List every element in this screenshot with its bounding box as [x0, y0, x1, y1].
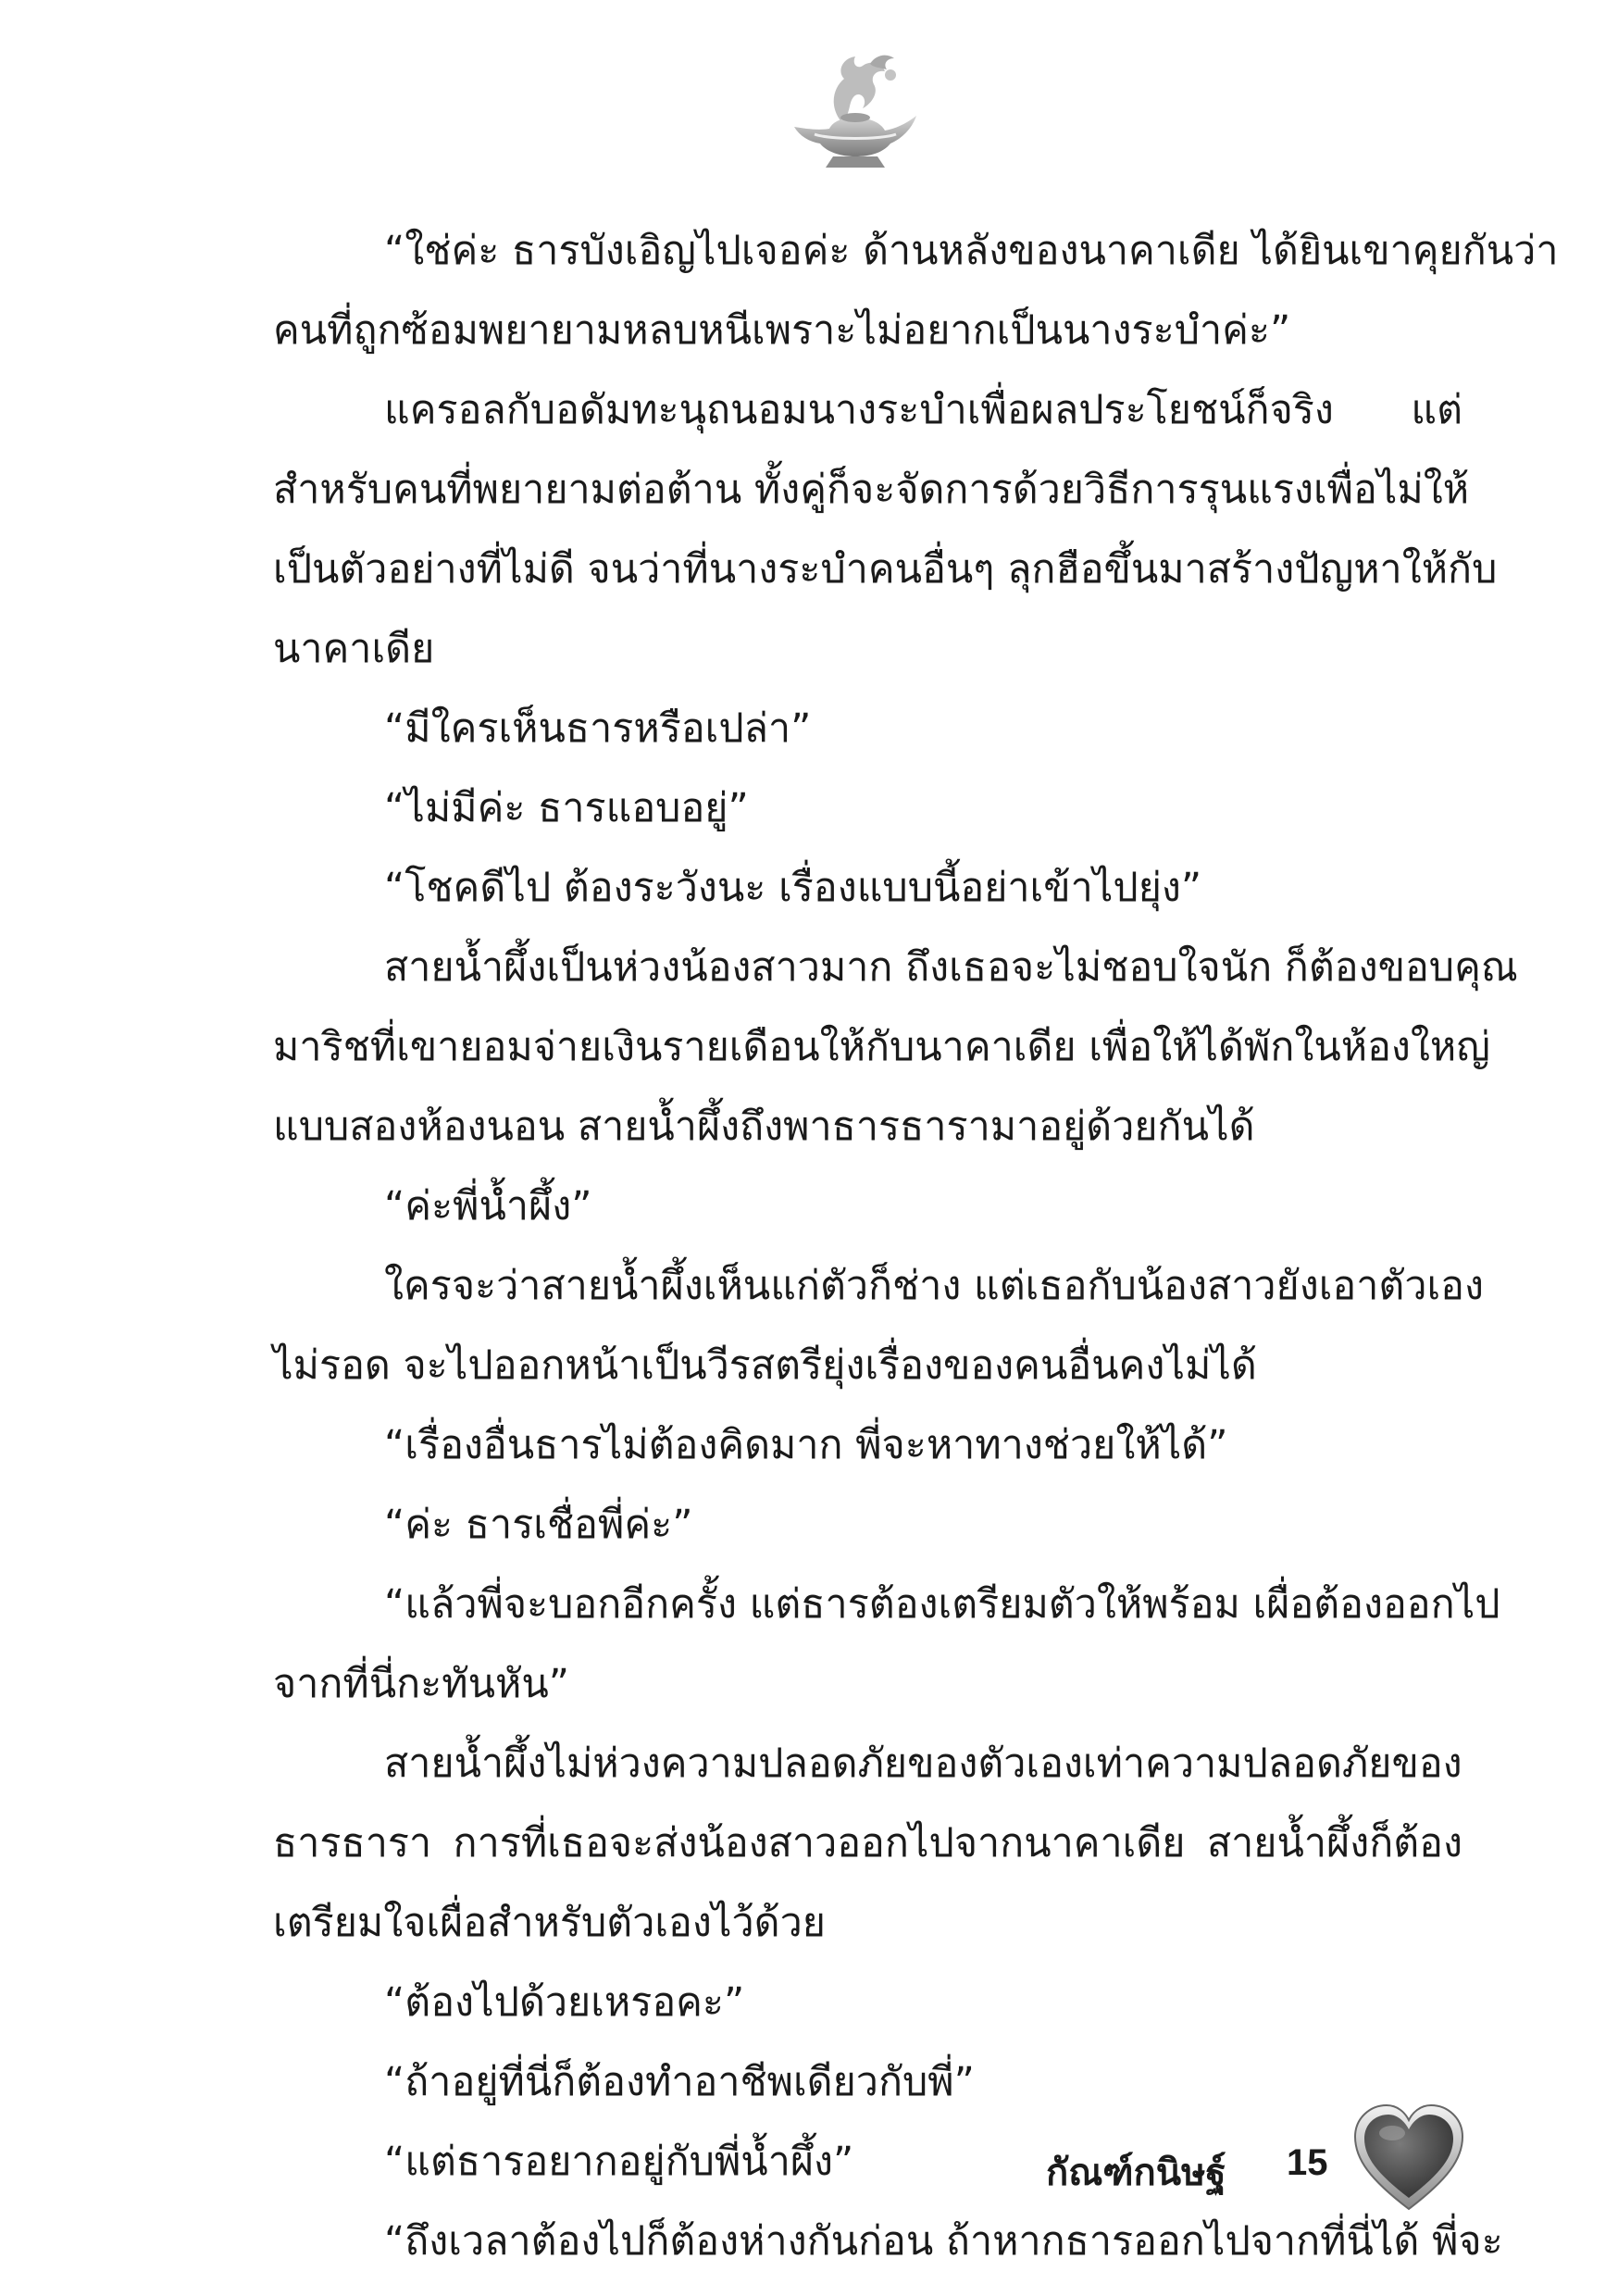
text-line: จากที่นี่กะทันหัน”	[273, 1661, 570, 1707]
text-line: ธารธารา การที่เธอจะส่งน้องสาวออกไปจากนาคาเดีย สายน้ำผึ้งก็ต้อง	[273, 1820, 1462, 1866]
author-name: กัณฑ์กนิษฐ์	[1046, 2152, 1226, 2194]
text-line: คนที่ถูกซ้อมพยายามหลบหนีเพราะไม่อยากเป็นนางระบำค่ะ”	[273, 307, 1291, 354]
text-line: “แต่ธารอยากอยู่กับพี่น้ำผึ้ง”	[384, 2139, 854, 2185]
text-line: “ถ้าอยู่ที่นี่ก็ต้องทำอาชีพเดียวกับพี่”	[384, 2059, 975, 2105]
text-line: “แล้วพี่จะบอกอีกครั้ง แต่ธารต้องเตรียมตัวให้พร้อม เผื่อต้องออกไป	[384, 1581, 1500, 1628]
text-line: ไม่รอด จะไปออกหน้าเป็นวีรสตรียุ่งเรื่องของคนอื่นคงไม่ได้	[273, 1342, 1257, 1389]
text-line: “ต้องไปด้วยเหรอคะ”	[384, 1979, 745, 2026]
heart-icon	[1351, 2100, 1467, 2215]
text-line: นาคาเดีย	[273, 626, 435, 672]
text-line: “ใช่ค่ะ ธารบังเอิญไปเจอค่ะ ด้านหลังของนาคาเดีย ได้ยินเขาคุยกันว่า	[384, 228, 1559, 274]
text-line: “ถึงเวลาต้องไปก็ต้องห่างกันก่อน ถ้าหากธารออกไปจากที่นี่ได้ พี่จะ	[384, 2218, 1503, 2265]
text-line: สายน้ำผึ้งไม่ห่วงความปลอดภัยของตัวเองเท่าความปลอดภัยของ	[384, 1741, 1462, 1787]
text-line: “ไม่มีค่ะ ธารแอบอยู่”	[384, 785, 749, 831]
text-line: “เรื่องอื่นธารไม่ต้องคิดมาก พี่จะหาทางช่วยให้ได้”	[384, 1422, 1228, 1468]
text-line: “ค่ะ ธารเชื่อพี่ค่ะ”	[384, 1502, 693, 1548]
text-line: แครอลกับอดัมทะนุถนอมนางระบำเพื่อผลประโยชน์ก็จริง แต่	[384, 387, 1462, 433]
text-line: ใครจะว่าสายน้ำผึ้งเห็นแก่ตัวก็ช่าง แต่เธอกับน้องสาวยังเอาตัวเอง	[384, 1263, 1484, 1309]
page-footer	[1009, 2100, 1490, 2229]
text-line: มาริชที่เขายอมจ่ายเงินรายเดือนให้กับนาคาเดีย เพื่อให้ได้พักในห้องใหญ่	[273, 1024, 1490, 1070]
text-line: “ค่ะพี่น้ำผึ้ง”	[384, 1183, 592, 1229]
text-line: “มีใครเห็นธารหรือเปล่า”	[384, 705, 812, 752]
body-text	[273, 211, 1559, 2281]
genie-lamp-ornament-icon	[778, 51, 935, 176]
text-line: แบบสองห้องนอน สายน้ำผึ้งถึงพาธารธารามาอยู่ด้วยกันได้	[273, 1104, 1255, 1150]
text-line: สำหรับคนที่พยายามต่อต้าน ทั้งคู่ก็จะจัดการด้วยวิธีการรุนแรงเพื่อไม่ให้	[273, 467, 1470, 513]
text-line: “โชคดีไป ต้องระวังนะ เรื่องแบบนี้อย่าเข้าไปยุ่ง”	[384, 865, 1202, 911]
page-number: 15	[1287, 2142, 1328, 2183]
text-line: สายน้ำผึ้งเป็นห่วงน้องสาวมาก ถึงเธอจะไม่ชอบใจนัก ก็ต้องขอบคุณ	[384, 944, 1518, 991]
text-line: เตรียมใจเผื่อสำหรับตัวเองไว้ด้วย	[273, 1900, 826, 1946]
text-line: เป็นตัวอย่างที่ไม่ดี จนว่าที่นางระบำคนอื่นๆ ลุกฮือขึ้นมาสร้างปัญหาให้กับ	[273, 546, 1498, 593]
